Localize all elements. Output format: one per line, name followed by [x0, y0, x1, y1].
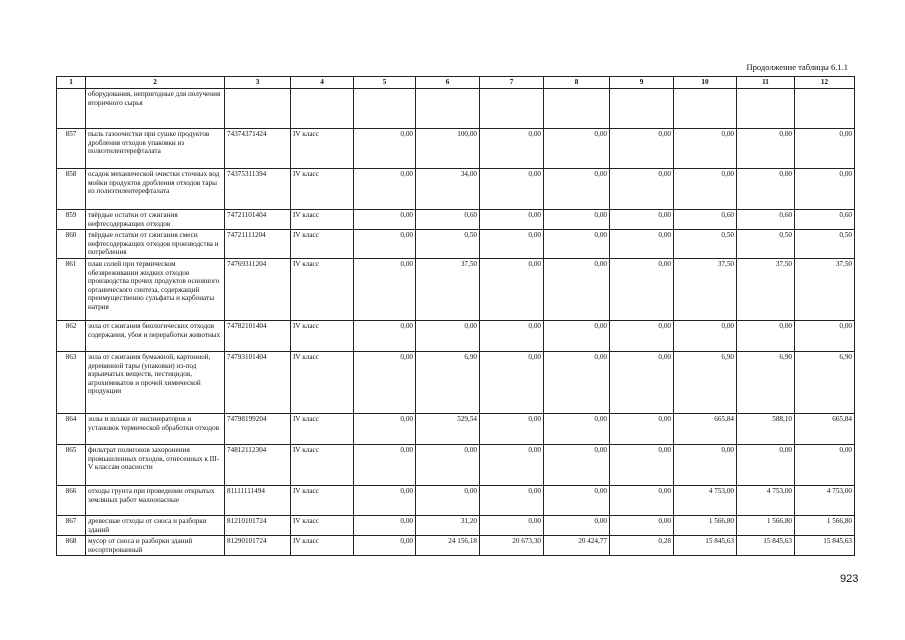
cell-hazard-class: IV класс: [291, 351, 354, 413]
cell-col-10: 0,00: [674, 169, 737, 210]
cell-col-10: 0,50: [674, 230, 737, 259]
cell-col-5: 0,00: [354, 320, 416, 351]
cell-col-8: 20 424,77: [544, 536, 610, 556]
cell-col-10: 0,00: [674, 444, 737, 485]
cell-hazard-class: IV класс: [291, 515, 354, 535]
cell-col-12: 4 753,00: [795, 485, 855, 515]
cell-hazard-class: IV класс: [291, 210, 354, 230]
cell-col-5: 0,00: [354, 536, 416, 556]
cell-col-9: 0,00: [610, 210, 674, 230]
cell-col-5: 0,00: [354, 129, 416, 169]
cell-hazard-class: IV класс: [291, 230, 354, 259]
cell-col-7: 0,00: [480, 129, 544, 169]
column-header: 6: [416, 77, 480, 89]
table-row: [57, 444, 855, 485]
column-header: 11: [737, 77, 795, 89]
waste-table: [56, 76, 855, 556]
cell-col-9: 0,00: [610, 485, 674, 515]
column-header: 9: [610, 77, 674, 89]
cell-col-10: 6,90: [674, 351, 737, 413]
cell-waste-name: древесные отходы от сноса и разборки зданий: [86, 515, 225, 535]
cell-col-11: [737, 89, 795, 129]
cell-waste-name: зола от сжигания биологических отходов содержания, убоя и переработки животных: [86, 320, 225, 351]
cell-hazard-class: IV класс: [291, 413, 354, 444]
cell-col-6: 34,00: [416, 169, 480, 210]
cell-row-number: 863: [57, 351, 86, 413]
cell-col-6: 0,00: [416, 485, 480, 515]
cell-col-11: 0,00: [737, 444, 795, 485]
cell-fkko-code: 81290101724: [225, 536, 291, 556]
cell-col-5: 0,00: [354, 351, 416, 413]
cell-col-8: 0,00: [544, 210, 610, 230]
cell-col-6: 0,50: [416, 230, 480, 259]
cell-row-number: 860: [57, 230, 86, 259]
cell-col-10: 1 566,80: [674, 515, 737, 535]
cell-fkko-code: 74375311394: [225, 169, 291, 210]
cell-col-9: 0,00: [610, 444, 674, 485]
cell-col-11: 0,50: [737, 230, 795, 259]
cell-col-9: 0,00: [610, 413, 674, 444]
cell-fkko-code: 74793101404: [225, 351, 291, 413]
cell-waste-name: осадок механической очистки сточных вод мойки продуктов дробления отходов тары из полиэтилентерефталата: [86, 169, 225, 210]
cell-col-9: 0,00: [610, 351, 674, 413]
cell-col-12: 1 566,80: [795, 515, 855, 535]
cell-col-8: 0,00: [544, 169, 610, 210]
cell-hazard-class: IV класс: [291, 444, 354, 485]
cell-waste-name: фильтрат полигонов захоронения промышленных отходов, отнесенных к III-V классам опасности: [86, 444, 225, 485]
cell-fkko-code: 74721101404: [225, 210, 291, 230]
cell-col-10: 0,00: [674, 320, 737, 351]
cell-col-12: 0,00: [795, 169, 855, 210]
cell-hazard-class: IV класс: [291, 536, 354, 556]
cell-col-8: 0,00: [544, 258, 610, 320]
cell-col-5: 0,00: [354, 169, 416, 210]
cell-fkko-code: 74812112304: [225, 444, 291, 485]
cell-col-12: 0,00: [795, 444, 855, 485]
cell-row-number: 865: [57, 444, 86, 485]
cell-col-6: 100,00: [416, 129, 480, 169]
table-row: [57, 413, 855, 444]
cell-col-6: 37,50: [416, 258, 480, 320]
cell-col-6: [416, 89, 480, 129]
cell-waste-name: зола от сжигания бумажной, картонной, деревянной тары (упаковки) из-под взрывчатых веществ, пестицидов, агрохимикатов и прочей химической продукции: [86, 351, 225, 413]
column-header: 4: [291, 77, 354, 89]
table-row: [57, 89, 855, 129]
cell-waste-name: пыль газоочистки при сушке продуктов дробления отходов упаковки из полиэтилентерефталата: [86, 129, 225, 169]
cell-col-8: 0,00: [544, 320, 610, 351]
cell-col-5: [354, 89, 416, 129]
cell-col-10: 665,84: [674, 413, 737, 444]
cell-col-10: 15 845,63: [674, 536, 737, 556]
cell-col-11: 588,10: [737, 413, 795, 444]
cell-col-12: 0,00: [795, 320, 855, 351]
cell-col-8: 0,00: [544, 444, 610, 485]
cell-col-8: 0,00: [544, 413, 610, 444]
cell-col-9: 0,00: [610, 258, 674, 320]
table-row: [57, 230, 855, 259]
cell-col-7: 0,00: [480, 485, 544, 515]
cell-col-8: 0,00: [544, 129, 610, 169]
cell-col-6: 0,60: [416, 210, 480, 230]
column-header: 7: [480, 77, 544, 89]
cell-col-12: 15 845,63: [795, 536, 855, 556]
cell-waste-name: твёрдые остатки от сжигания нефтесодержащих отходов: [86, 210, 225, 230]
cell-col-7: 0,00: [480, 169, 544, 210]
cell-col-10: 0,00: [674, 129, 737, 169]
cell-col-6: 31,20: [416, 515, 480, 535]
cell-row-number: 864: [57, 413, 86, 444]
cell-col-7: 0,00: [480, 230, 544, 259]
cell-waste-name: мусор от сноса и разборки зданий несортированный: [86, 536, 225, 556]
cell-col-10: [674, 89, 737, 129]
cell-col-12: 0,00: [795, 129, 855, 169]
table-row: [57, 210, 855, 230]
cell-fkko-code: 74782101404: [225, 320, 291, 351]
cell-col-12: 0,50: [795, 230, 855, 259]
column-header: 1: [57, 77, 86, 89]
cell-col-7: 0,00: [480, 258, 544, 320]
cell-row-number: 868: [57, 536, 86, 556]
cell-col-8: 0,00: [544, 485, 610, 515]
cell-row-number: 862: [57, 320, 86, 351]
cell-col-5: 0,00: [354, 413, 416, 444]
cell-col-6: 0,00: [416, 444, 480, 485]
table-caption: Продолжение таблицы 6.1.1: [746, 62, 848, 72]
cell-col-5: 0,00: [354, 485, 416, 515]
cell-col-12: 6,90: [795, 351, 855, 413]
cell-col-6: 529,54: [416, 413, 480, 444]
cell-col-7: 0,00: [480, 444, 544, 485]
cell-hazard-class: IV класс: [291, 169, 354, 210]
cell-col-6: 24 156,18: [416, 536, 480, 556]
cell-fkko-code: 74374371424: [225, 129, 291, 169]
column-header: 12: [795, 77, 855, 89]
cell-fkko-code: 74721111204: [225, 230, 291, 259]
page-number: 923: [840, 573, 859, 585]
cell-col-11: 6,90: [737, 351, 795, 413]
cell-col-9: 0,00: [610, 320, 674, 351]
cell-col-7: 0,00: [480, 413, 544, 444]
cell-col-5: 0,00: [354, 258, 416, 320]
cell-waste-name: плав солей при термическом обезвреживании жидких отходов производства прочих продуктов основного органического синтеза, содержащий преимущественно сульфаты и карбонаты натрия: [86, 258, 225, 320]
cell-waste-name: отходы грунта при проведении открытых земляных работ малоопасные: [86, 485, 225, 515]
cell-col-7: [480, 89, 544, 129]
cell-col-7: 0,00: [480, 515, 544, 535]
cell-col-12: [795, 89, 855, 129]
table-row: [57, 485, 855, 515]
column-header: 10: [674, 77, 737, 89]
cell-fkko-code: 74769311204: [225, 258, 291, 320]
table-row: [57, 320, 855, 351]
cell-col-8: [544, 89, 610, 129]
cell-col-9: 0,00: [610, 230, 674, 259]
table-row: [57, 351, 855, 413]
cell-col-11: 1 566,80: [737, 515, 795, 535]
header-row: [57, 77, 855, 89]
cell-col-9: 0,00: [610, 129, 674, 169]
cell-col-10: 37,50: [674, 258, 737, 320]
table-row: [57, 169, 855, 210]
column-header: 8: [544, 77, 610, 89]
cell-col-9: 0,00: [610, 515, 674, 535]
cell-col-6: 6,90: [416, 351, 480, 413]
cell-col-11: 0,60: [737, 210, 795, 230]
cell-fkko-code: 81210101724: [225, 515, 291, 535]
cell-fkko-code: 81111111494: [225, 485, 291, 515]
cell-col-11: 0,00: [737, 320, 795, 351]
cell-hazard-class: IV класс: [291, 485, 354, 515]
cell-col-9: [610, 89, 674, 129]
cell-col-12: 665,84: [795, 413, 855, 444]
cell-waste-name: твёрдые остатки от сжигания смеси нефтесодержащих отходов производства и потребления: [86, 230, 225, 259]
cell-col-5: 0,00: [354, 515, 416, 535]
cell-row-number: [57, 89, 86, 129]
cell-col-11: 15 845,63: [737, 536, 795, 556]
cell-col-7: 0,00: [480, 320, 544, 351]
column-header: 2: [86, 77, 225, 89]
cell-row-number: 858: [57, 169, 86, 210]
cell-row-number: 866: [57, 485, 86, 515]
cell-col-10: 0,60: [674, 210, 737, 230]
cell-col-12: 37,50: [795, 258, 855, 320]
cell-row-number: 859: [57, 210, 86, 230]
table-row: [57, 129, 855, 169]
column-header: 3: [225, 77, 291, 89]
cell-hazard-class: IV класс: [291, 129, 354, 169]
cell-row-number: 867: [57, 515, 86, 535]
cell-col-7: 20 673,30: [480, 536, 544, 556]
cell-col-12: 0,60: [795, 210, 855, 230]
cell-col-11: 37,50: [737, 258, 795, 320]
column-header: 5: [354, 77, 416, 89]
cell-col-10: 4 753,00: [674, 485, 737, 515]
cell-col-5: 0,00: [354, 210, 416, 230]
cell-col-8: 0,00: [544, 515, 610, 535]
cell-col-8: 0,00: [544, 351, 610, 413]
cell-col-7: 0,00: [480, 351, 544, 413]
cell-col-11: 4 753,00: [737, 485, 795, 515]
cell-waste-name: золы и шлаки от инсинераторов и установок термической обработки отходов: [86, 413, 225, 444]
cell-col-11: 0,00: [737, 129, 795, 169]
table-row: [57, 515, 855, 535]
table-row: [57, 536, 855, 556]
cell-waste-name: оборудования, непригодные для получения вторичного сырья: [86, 89, 225, 129]
cell-col-9: 0,00: [610, 169, 674, 210]
cell-col-6: 0,00: [416, 320, 480, 351]
table-row: [57, 258, 855, 320]
cell-col-5: 0,00: [354, 444, 416, 485]
cell-row-number: 857: [57, 129, 86, 169]
cell-col-9: 0,28: [610, 536, 674, 556]
cell-hazard-class: IV класс: [291, 258, 354, 320]
cell-col-8: 0,00: [544, 230, 610, 259]
cell-col-5: 0,00: [354, 230, 416, 259]
cell-col-11: 0,00: [737, 169, 795, 210]
cell-row-number: 861: [57, 258, 86, 320]
cell-hazard-class: IV класс: [291, 320, 354, 351]
cell-fkko-code: 74798199204: [225, 413, 291, 444]
cell-hazard-class: [291, 89, 354, 129]
cell-fkko-code: [225, 89, 291, 129]
cell-col-7: 0,00: [480, 210, 544, 230]
